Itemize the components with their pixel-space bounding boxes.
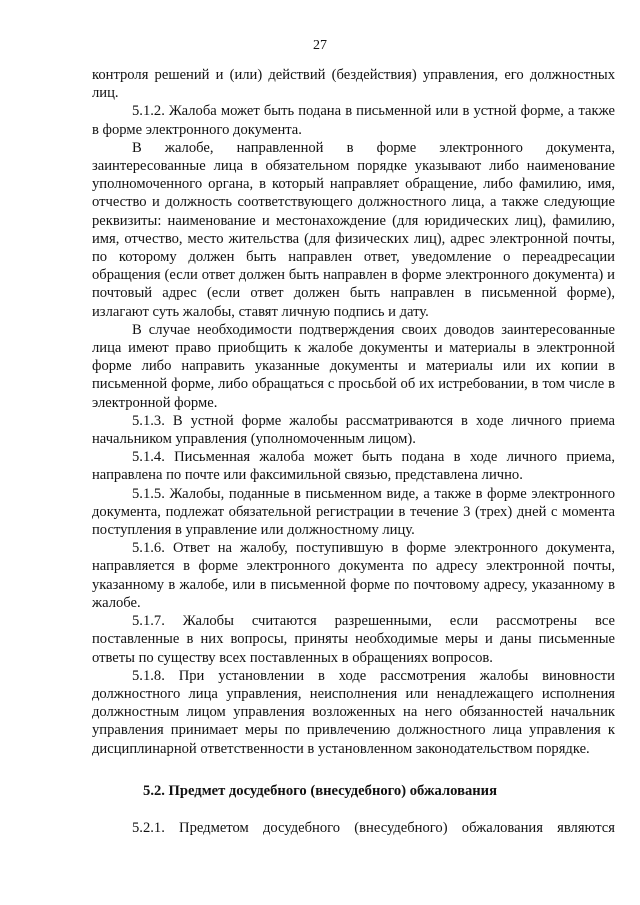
- paragraph: 5.1.2. Жалоба может быть подана в письменной или в устной форме, а также в форме электронного документа.: [92, 103, 615, 138]
- paragraph: 5.1.8. При установлении в ходе рассмотрения жалобы виновности должностного лица управления, неисполнения или ненадлежащего исполнения должностным лицом управления возложенных на него обязанностей начальник управления принимает меры по привлечению должностного лица управления к дисциплинарной ответственности в установленном законодательством порядке.: [92, 667, 615, 757]
- paragraph: 5.1.3. В устной форме жалобы рассматриваются в ходе личного приема начальником управления (уполномоченным лицом).: [92, 412, 615, 448]
- section-heading: 5.2. Предмет досудебного (внесудебного) обжалования: [143, 783, 497, 799]
- paragraph: 5.1.5. Жалобы, поданные в письменном виде, а также в форме электронного документа, подлежат обязательной регистрации в течение 3 (трех) дней с момента поступления в управление или должностному лицу.: [92, 485, 615, 539]
- paragraph-start: 5.2.1. Предметом досудебного (внесудебного) обжалования являются: [132, 820, 615, 836]
- paragraph: контроля решений и (или) действий (бездействия) управления, его должностных лиц.: [92, 67, 615, 102]
- paragraph: В жалобе, направленной в форме электронного документа, заинтересованные лица в обязательном порядке указывают либо наименование уполномоченного органа, в который направляет обращение, либо фамилию, имя, отчество и должность соответствующего должностного лица, а также следующие реквизиты: наименование и местонахождение (для юридических лиц), фамилию, имя, отчество, место жительства (для физических лиц), адрес электронной почты, по которому должен быть направлен ответ, уведомление о переадресации обращения (если ответ должен быть направлен в форме электронного документа) и почтовый адрес (если ответ должен быть направлен в письменной форме), излагают суть жалобы, ставят личную подпись и дату.: [92, 139, 615, 320]
- paragraph: 5.1.6. Ответ на жалобу, поступившую в форме электронного документа, направляется в форме электронного документа по адресу электронной почты, указанному в жалобе, или в письменной форме по почтовому адресу, указанному в жалобе.: [92, 540, 615, 611]
- paragraph: 5.1.4. Письменная жалоба может быть подана в ходе личного приема, направлена по почте или факсимильной связью, представлена лично.: [92, 449, 615, 484]
- page-number: 27: [313, 38, 327, 53]
- paragraph: 5.1.7. Жалобы считаются разрешенными, если рассмотрены все поставленные в них вопросы, приняты необходимые меры и даны письменные ответы по существу всех поставленных в обращениях вопросов.: [92, 613, 615, 666]
- body-text: [92, 66, 615, 758]
- paragraph: В случае необходимости подтверждения своих доводов заинтересованные лица имеют право приобщить к жалобе документы и материалы в электронной форме либо направить указанные документы и материалы или их копии в письменной форме, либо обращаться с просьбой об их истребовании, в том числе в электронной форме.: [92, 321, 615, 411]
